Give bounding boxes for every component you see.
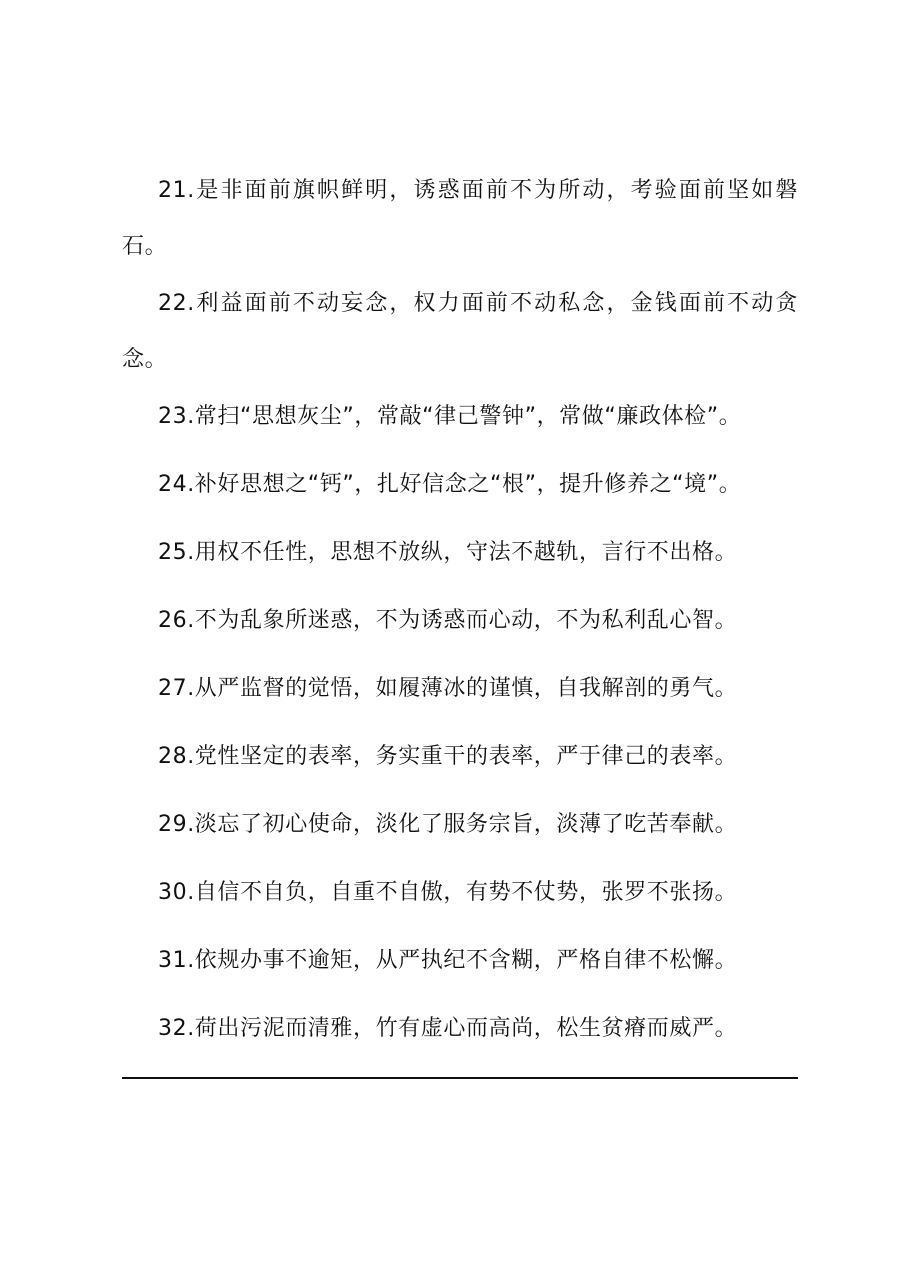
paragraph-23: 23.常扫“思想灰尘”，常敲“律己警钟”，常做“廉政体检”。 (158, 404, 742, 429)
document-body (122, 174, 798, 1080)
paragraph-22: 22.利益面前不动妄念，权力面前不动私念，金钱面前不动贪念。 (122, 291, 798, 372)
paragraph-25: 25.用权不任性，思想不放纵，守法不越轨，言行不出格。 (158, 540, 738, 565)
paragraph-27: 27.从严监督的觉悟，如履薄冰的谨慎，自我解剖的勇气。 (158, 676, 738, 701)
paragraph-21: 21.是非面前旗帜鲜明，诱惑面前不为所动，考验面前坚如磐石。 (122, 178, 798, 259)
paragraph-32: 32.荷出污泥而清雅，竹有虚心而高尚，松生贫瘠而威严。 (158, 1016, 738, 1041)
paragraph-24: 24.补好思想之“钙”，扎好信念之“根”，提升修养之“境”。 (158, 472, 742, 497)
paragraph-26: 26.不为乱象所迷惑，不为诱惑而心动，不为私利乱心智。 (158, 608, 738, 633)
paragraph-31: 31.依规办事不逾矩，从严执纪不含糊，严格自律不松懈。 (158, 948, 738, 973)
bottom-divider (122, 1077, 798, 1079)
paragraph-30: 30.自信不自负，自重不自傲，有势不仗势，张罗不张扬。 (158, 880, 738, 905)
paragraph-28: 28.党性坚定的表率，务实重干的表率，严于律己的表率。 (158, 744, 738, 769)
paragraph-29: 29.淡忘了初心使命，淡化了服务宗旨，淡薄了吃苦奉献。 (158, 812, 738, 837)
